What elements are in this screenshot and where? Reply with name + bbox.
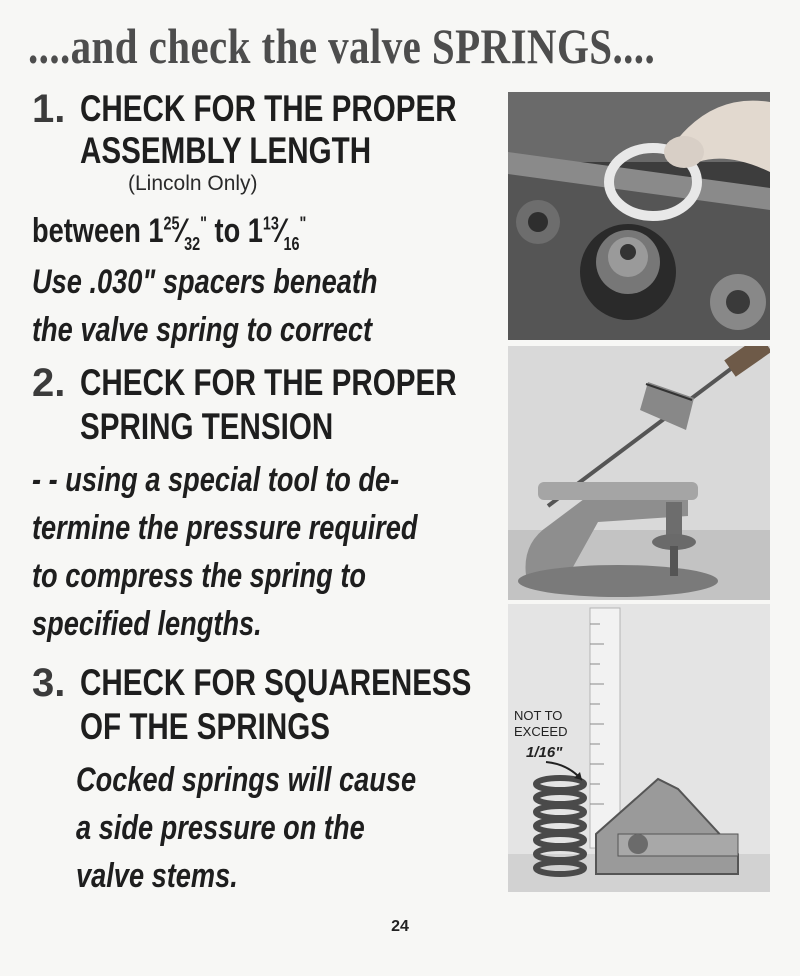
section-1-heading-line-1 [80,86,551,132]
section-3-heading-line-1 [80,660,569,706]
range-prefix: between 1 [32,212,164,250]
section-3-heading-text-1: CHECK FOR SQUARENESS [80,662,472,703]
section-1-heading-text-2: ASSEMBLY LENGTH [80,130,372,171]
section-3-body-line-2 [76,804,437,852]
section-2-heading-text-2: SPRING TENSION [80,406,334,447]
section-2-heading-line-1 [80,360,551,406]
range-frac1-slash: ⁄ [179,212,185,250]
photo-spring-tension-tool-art [508,346,770,600]
page-title [28,14,788,78]
range-inch1: " [200,213,207,234]
section-1-heading-line-2 [80,128,444,174]
section-2-heading-text-1: CHECK FOR THE PROPER [80,362,457,403]
section-3-body-line-1 [76,756,501,804]
photo-spring-tension-tool [508,346,770,600]
section-1-body-text-2: the valve spring to correct [32,311,373,349]
section-3-body-text-2: a side pressure on the [76,809,365,847]
section-2-body-text-4: specified lengths. [32,605,262,643]
section-2-body-line-2 [32,504,514,552]
section-2-body-text-3: to compress the spring to [32,557,366,595]
section-1-body-line-1 [32,258,464,306]
section-1-heading-text-1: CHECK FOR THE PROPER [80,88,457,129]
section-2-body-text-2: termine the pressure required [32,509,418,547]
range-inch2: " [299,213,307,234]
section-3-body-line-3 [76,852,278,900]
photo-spacer-installation-art [508,92,770,340]
page-title-text: ....and check the valve SPRINGS.... [28,18,656,74]
not-to-exceed-line-2: EXCEED [514,724,568,739]
section-1-number: 1. [32,87,66,131]
section-2-body-line-4 [32,600,319,648]
assembly-length-range-inner [32,212,306,255]
range-frac2-num: 13 [262,213,279,234]
section-1-body-text-1: Use .030" spacers beneath [32,263,378,301]
not-to-exceed-label [514,708,567,740]
section-3-body-text-1: Cocked springs will cause [76,761,417,799]
section-3-heading-text-2: OF THE SPRINGS [80,706,330,747]
section-3-heading-line-2 [80,704,392,750]
range-frac2-slash: ⁄ [278,212,284,250]
section-2-body-line-3 [32,552,450,600]
section-1-body-line-2 [32,306,457,354]
range-middle: to 1 [206,212,263,250]
photo-spacer-installation [508,92,770,340]
range-frac1-num: 25 [163,213,180,234]
range-frac2-den: 16 [283,233,300,254]
not-to-exceed-line-1: NOT TO [514,708,563,723]
range-frac1-den: 32 [184,233,201,254]
section-3-body-text-3: valve stems. [76,857,238,895]
section-1-subnote: (Lincoln Only) [128,172,258,195]
section-3-number: 3. [32,661,66,705]
tolerance-value: 1/16" [526,744,563,761]
assembly-length-range [32,212,375,255]
page-number: 24 [391,918,409,935]
section-2-number: 2. [32,361,66,405]
section-2-heading-line-2 [80,404,397,450]
section-2-body-text-1: - - using a special tool to de- [32,461,400,499]
photo-squareness-check [508,604,770,892]
section-2-body-line-1 [32,456,491,504]
